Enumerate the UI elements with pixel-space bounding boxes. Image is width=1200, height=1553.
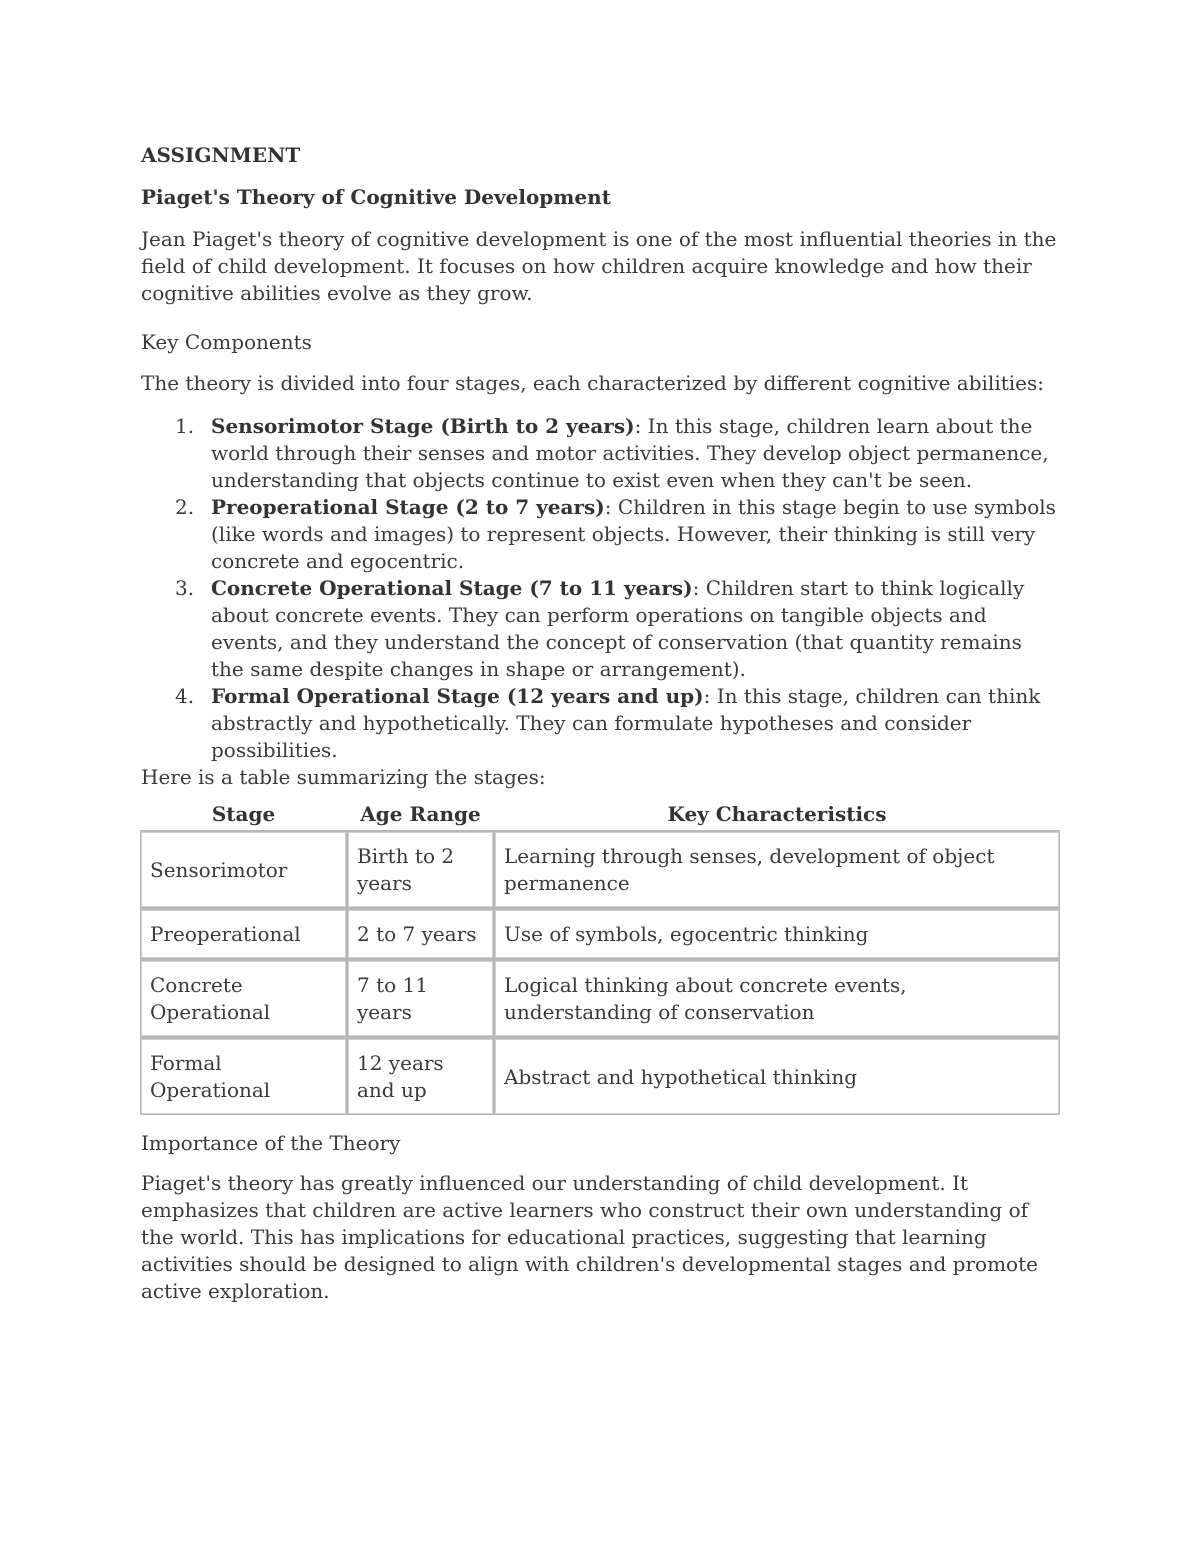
stage-title: Preoperational Stage (2 to 7 years) (211, 495, 605, 519)
list-number: 2. (175, 495, 195, 519)
table-cell: Sensorimotor (140, 830, 347, 908)
table-cell: Preoperational (140, 908, 347, 959)
table-row (140, 959, 1060, 1037)
column-header-stage: Stage (211, 802, 276, 826)
theory-title: Piaget's Theory of Cognitive Development (141, 185, 611, 209)
table-cell: Use of symbols, egocentric thinking (494, 908, 1060, 959)
column-header-key-characteristics: Key Characteristics (667, 802, 887, 826)
list-item (141, 413, 1061, 494)
list-number: 4. (175, 684, 195, 708)
list-item (141, 494, 1061, 575)
list-item (141, 683, 1061, 764)
list-item (141, 575, 1061, 683)
column-header-age-range: Age Range (360, 802, 481, 826)
stage-title: Sensorimotor Stage (Birth to 2 years) (211, 414, 635, 438)
importance-paragraph: Piaget's theory has greatly influenced our understanding of child development. It emphasizes that children are active learners who construct their own understanding of the world. This has implications for educational practices, suggesting that learning activities should be designed to align with children's developmental stages and promote active exploration. (141, 1171, 1038, 1303)
assignment-heading: ASSIGNMENT (141, 143, 301, 167)
list-number: 3. (175, 576, 195, 600)
document-page (141, 142, 1061, 1320)
table-cell: Abstract and hypothetical thinking (494, 1037, 1060, 1115)
table-cell: Birth to 2 years (347, 830, 494, 908)
table-intro: Here is a table summarizing the stages: (141, 765, 546, 789)
stages-intro: The theory is divided into four stages, each characterized by different cognitive abilities: (141, 371, 1044, 395)
stages-table (140, 801, 1060, 1115)
table-cell: Concrete Operational (140, 959, 347, 1037)
key-components-label: Key Components (141, 330, 312, 354)
list-number: 1. (175, 414, 195, 438)
stage-text: : In this stage, children can think abstractly and hypothetically. They can formulate hypotheses and consider possibilities. (211, 684, 1041, 762)
table-cell: 7 to 11 years (347, 959, 494, 1037)
stage-text: : In this stage, children learn about the world through their senses and motor activities. They develop object permanence, understanding that objects continue to exist even when they can't be seen. (211, 414, 1049, 492)
table-row (140, 908, 1060, 959)
stages-list (141, 413, 1061, 764)
importance-label: Importance of the Theory (141, 1131, 401, 1155)
table-row (140, 1037, 1060, 1115)
table-cell: Logical thinking about concrete events, understanding of conservation (494, 959, 1060, 1037)
stage-text: : Children in this stage begin to use symbols (like words and images) to represent objects. However, their thinking is still very concrete and egocentric. (211, 495, 1056, 573)
table-cell: 12 years and up (347, 1037, 494, 1115)
table-cell: 2 to 7 years (347, 908, 494, 959)
table-cell: Learning through senses, development of object permanence (494, 830, 1060, 908)
table-row (140, 830, 1060, 908)
stage-title: Concrete Operational Stage (7 to 11 years) (211, 576, 693, 600)
intro-paragraph: Jean Piaget's theory of cognitive development is one of the most influential theories in the field of child development. It focuses on how children acquire knowledge and how their cognitive abilities evolve as they grow. (141, 227, 1057, 305)
table-cell: Formal Operational (140, 1037, 347, 1115)
stage-title: Formal Operational Stage (12 years and up) (211, 684, 704, 708)
stage-text: : Children start to think logically about concrete events. They can perform operations on tangible objects and events, and they understand the concept of conservation (that quantity remains the same despite changes in shape or arrangement). (211, 576, 1025, 681)
table-header-row (140, 801, 1060, 830)
